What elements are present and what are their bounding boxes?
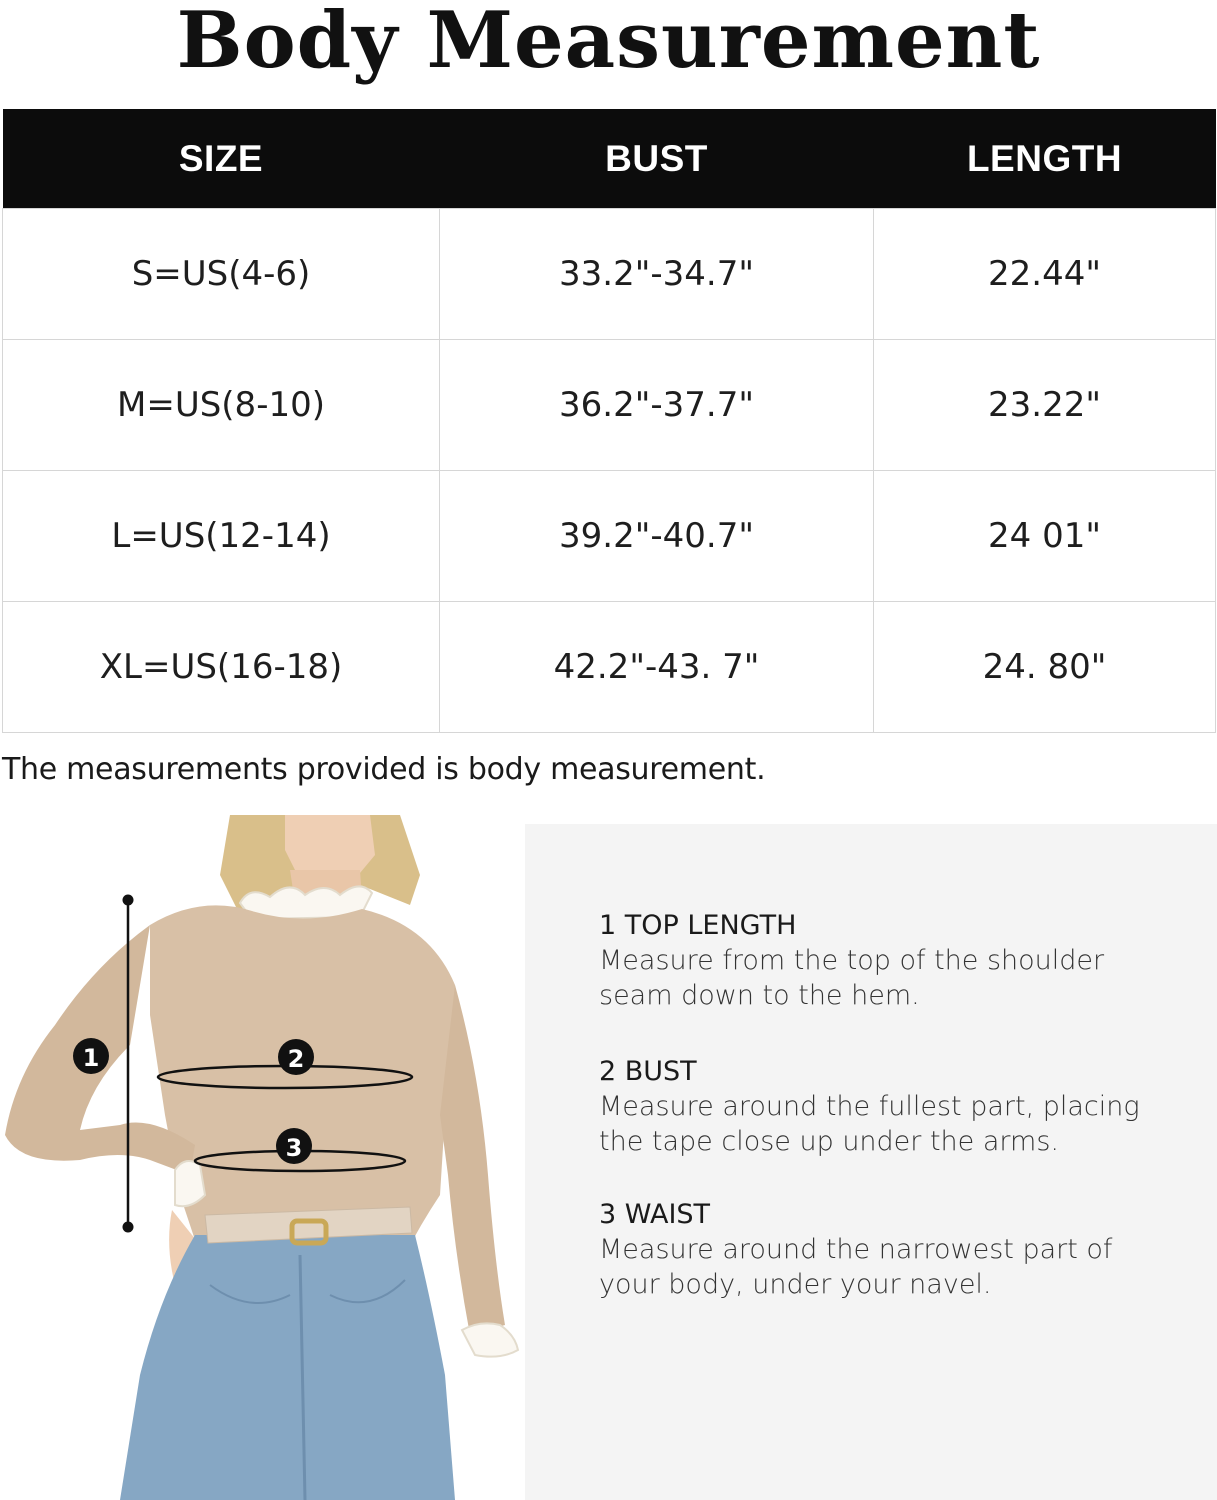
instruction-line: the tape close up under the arms. [599, 1126, 1059, 1157]
model-illustration [0, 815, 525, 1500]
length-cell: 22.44" [874, 209, 1216, 340]
svg-text:1: 1 [82, 1044, 100, 1072]
instruction-waist [599, 1198, 1199, 1302]
instruction-heading: 1 TOP LENGTH [599, 910, 797, 941]
page-title: Body Measurement [176, 0, 1041, 86]
instructions-panel [525, 824, 1217, 1500]
header-bust: BUST [440, 109, 874, 209]
instruction-line: your body, under your navel. [599, 1269, 992, 1300]
bust-cell: 33.2"-34.7" [440, 209, 874, 340]
svg-text:2: 2 [287, 1045, 305, 1073]
size-cell: L=US(12-14) [3, 471, 440, 602]
marker-2 [278, 1039, 314, 1075]
measurement-note: The measurements provided is body measurement. [2, 752, 766, 787]
header-size: SIZE [3, 109, 440, 209]
size-cell: XL=US(16-18) [3, 602, 440, 733]
instruction-top-length [599, 909, 1199, 1013]
marker-3 [276, 1128, 312, 1164]
table-header-row [3, 109, 1216, 209]
size-chart-table [2, 109, 1216, 733]
instruction-line: Measure from the top of the shoulder [599, 945, 1105, 976]
instruction-heading: 2 BUST [599, 1056, 697, 1087]
length-cell: 23.22" [874, 340, 1216, 471]
table-row [3, 209, 1216, 340]
instruction-bust [599, 1055, 1199, 1159]
instruction-line: Measure around the fullest part, placing [599, 1091, 1140, 1122]
model-figure [0, 815, 525, 1500]
marker-1 [73, 1038, 109, 1074]
svg-text:3: 3 [285, 1134, 303, 1162]
table-row [3, 340, 1216, 471]
instruction-line: Measure around the narrowest part of [599, 1234, 1113, 1265]
instruction-heading: 3 WAIST [599, 1199, 711, 1230]
bust-cell: 42.2"-43. 7" [440, 602, 874, 733]
bust-cell: 39.2"-40.7" [440, 471, 874, 602]
size-cell: M=US(8-10) [3, 340, 440, 471]
length-cell: 24 01" [874, 471, 1216, 602]
table-row [3, 471, 1216, 602]
bust-cell: 36.2"-37.7" [440, 340, 874, 471]
header-length: LENGTH [874, 109, 1216, 209]
table-row [3, 602, 1216, 733]
size-cell: S=US(4-6) [3, 209, 440, 340]
length-cell: 24. 80" [874, 602, 1216, 733]
instruction-line: seam down to the hem. [599, 980, 920, 1011]
